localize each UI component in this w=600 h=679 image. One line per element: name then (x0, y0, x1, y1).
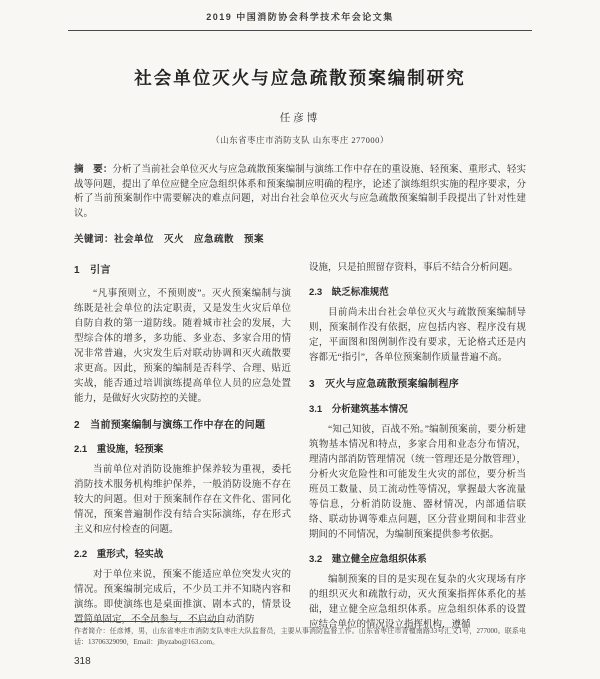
proceedings-header: 2019 中国消防协会科学技术年会论文集 (206, 12, 394, 22)
section-3-heading: 3 灭火与应急疏散预案编制程序 (309, 378, 460, 390)
right-column (309, 261, 526, 635)
footnote-divider (74, 621, 224, 622)
section-2-3-heading: 2.3 缺乏标准规范 (309, 286, 389, 298)
section-3-1-heading: 3.1 分析建筑基本情况 (309, 403, 408, 415)
section-3-2-heading: 3.2 建立健全应急组织体系 (309, 553, 427, 565)
paper-title: 社会单位灭火与应急疏散预案编制研究 (134, 68, 466, 88)
author-bio: 作者简介：任彦博，男，山东省枣庄市消防支队枣庄大队监督员，主要从事消防监督工作。山东省枣庄市青檀南路33号汇文1号，277000。联系电话：13706329090，Email：jlbyzabo@163.com。 (74, 627, 526, 647)
section-2-1-paragraph: 当前单位对消防设施维护保养较为重视，委托消防技术服务机构维护保养，一般消防设施不存在较大的问题。但对于预案制作存在文件化、雷同化情况，预案普遍制作没有结合实际演练，存在形式主义和应付检查的问题。 (74, 465, 291, 536)
section-2-1-heading: 2.1 重设施，轻预案 (74, 444, 164, 456)
section-3-1-paragraph: “知己知彼，百战不殆。”编制预案前，要分析建筑物基本情况和特点，多家合用和业态分布情况，理清内部消防管理情况（统一管理还是分散管理），分析火灾危险性和可能发生火灾的部位，要分析当班员工数量、员工流动性等情况，掌握最大客流量等信息，分析消防设施、器材情况，内部通信联络、联动协调等难点问题，区分营业期间和非营业期间的不同情况，为编制预案提供参考依据。 (309, 424, 526, 540)
section-1-heading: 1 引言 (74, 264, 111, 276)
section-2-2-heading: 2.2 重形式，轻实战 (74, 549, 164, 561)
page-number: 318 (74, 656, 91, 667)
footnote-area (74, 621, 526, 667)
abstract-text: 分析了当前社会单位灭火与应急疏散预案编制与演练工作中存在的重设施、轻预案、重形式、轻实战等问题，提出了单位应健全应急组织体系和预案编制应明确的程序，论述了演练组织实施的程序要求，分析了当前预案制作中需要解决的难点问题，对出台社会单位灭火与应急疏散预案编制手段提出了针对性建议。 (74, 165, 526, 220)
section-2-2-paragraph: 对于单位来说，预案不能适应单位突发火灾的情况。预案编制完成后，不少员工并不知晓内容和演练。即使演练也是桌面推演、剧本式的，情景设置简单固定，不全员参与，不启动自动消防 (74, 570, 291, 626)
keywords-text: 社会单位 灭火 应急疏散 预案 (114, 234, 265, 245)
keywords (74, 231, 526, 245)
keywords-label: 关键词： (74, 234, 115, 245)
section-3-2-paragraph: 编制预案的目的是实现在复杂的火灾现场有序的组织灭火和疏散行动，灭火预案指挥体系化的基础，建立健全应急组织体系。应急组织体系的设置应结合单位的情况设立指挥机构，遵循 (309, 574, 526, 630)
section-2-3-paragraph: 目前尚未出台社会单位灭火与疏散预案编制导则，预案制作没有依据，应包括内容、程序没有规定，平面图和图例制作没有要求，无论格式还是内容都无“指引”，各单位预案制作质量普遍不高。 (309, 307, 526, 363)
author-affiliation: （山东省枣庄市消防支队 山东枣庄 277000） (211, 135, 389, 145)
author-name: 任彦博 (279, 113, 321, 124)
abstract-label: 摘 要： (74, 165, 113, 175)
abstract (74, 163, 526, 222)
section-2-heading: 2 当前预案编制与演练工作中存在的问题 (74, 419, 266, 431)
header-divider (68, 30, 532, 31)
section-2-2-continuation: 设施，只是拍照留存资料，事后不结合分析问题。 (309, 262, 519, 273)
body-columns (74, 261, 526, 635)
section-1-paragraph: “凡事预则立，不预则废”。灭火预案编制与演练既是社会单位的法定职责，又是发生火灾后单位自防自救的第一道防线。随着城市社会的发展，大型综合体的增多，多功能、多业态、多家合用的情况非常普遍，火灾发生后对联动协调和灭火疏散要求更高。因此，预案的编制是否科学、合理、贴近实战，能否通过培训演练提高单位人员的应急处置能力，是做好火灾防控的关键。 (74, 288, 291, 404)
left-column (74, 261, 291, 635)
